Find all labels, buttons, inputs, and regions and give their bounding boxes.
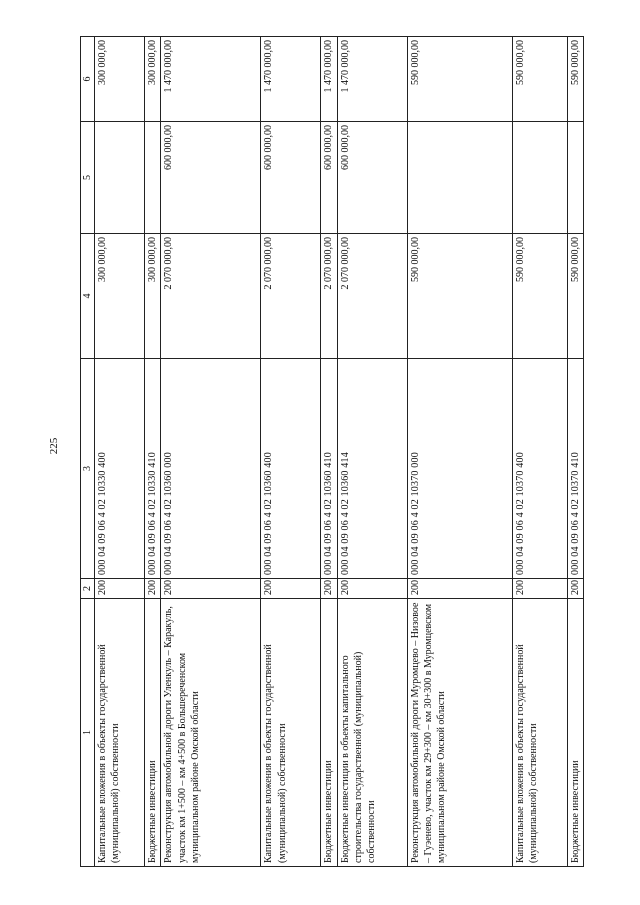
row-amount-total: 2 070 000,00	[321, 234, 337, 359]
row-amount-col6: 300 000,00	[95, 37, 145, 122]
table-row	[337, 37, 407, 867]
row-code-admin: 200	[161, 579, 261, 599]
row-amount-total: 300 000,00	[95, 234, 145, 359]
row-amount-total: 2 070 000,00	[261, 234, 321, 359]
row-name: Реконструкция автомобильной дороги Муромцево – Низовое – Гуэенево, участок км 29+300 – км 30+300 в Муромцевском муниципальном районе Омской области	[407, 599, 512, 867]
column-header: 4	[81, 234, 95, 359]
row-name: Капитальные вложения в объекты государственной (муниципальной) собственности	[95, 599, 145, 867]
row-amount-col5	[95, 122, 145, 234]
page-number: 225	[48, 437, 60, 455]
table-row	[407, 37, 512, 867]
row-name: Бюджетные инвестиции	[321, 599, 337, 867]
row-amount-col6: 590 000,00	[512, 37, 567, 122]
row-budget-code: 000 04 09 06 4 02 10370 000	[407, 359, 512, 579]
table-row	[321, 37, 337, 867]
row-amount-total: 590 000,00	[407, 234, 512, 359]
row-name: Бюджетные инвестиции	[145, 599, 161, 867]
row-budget-code: 000 04 09 06 4 02 10360 400	[261, 359, 321, 579]
row-amount-col6: 1 470 000,00	[337, 37, 407, 122]
table-row	[512, 37, 567, 867]
column-header: 3	[81, 359, 95, 579]
row-budget-code: 000 04 09 06 4 02 10360 410	[321, 359, 337, 579]
row-amount-col5	[512, 122, 567, 234]
table-row	[145, 37, 161, 867]
row-code-admin: 200	[337, 579, 407, 599]
row-code-admin: 200	[567, 579, 583, 599]
row-amount-total: 590 000,00	[567, 234, 583, 359]
row-budget-code: 000 04 09 06 4 02 10360 000	[161, 359, 261, 579]
row-amount-col6: 300 000,00	[145, 37, 161, 122]
row-name: Реконструкция автомобильной дороги Уленкуль – Каракуль, участок км 1+500 – км 4+500 в Большереченском муниципальном районе Омской области	[161, 599, 261, 867]
row-amount-total: 300 000,00	[145, 234, 161, 359]
budget-table-sheet	[80, 37, 581, 867]
row-amount-col5: 600 000,00	[321, 122, 337, 234]
row-amount-col5: 600 000,00	[161, 122, 261, 234]
table-row	[261, 37, 321, 867]
table-row	[161, 37, 261, 867]
column-header: 2	[81, 579, 95, 599]
row-amount-col6: 1 470 000,00	[161, 37, 261, 122]
row-budget-code: 000 04 09 06 4 02 10370 410	[567, 359, 583, 579]
table-row	[95, 37, 145, 867]
row-amount-col6: 590 000,00	[567, 37, 583, 122]
row-amount-col5	[567, 122, 583, 234]
table-row	[567, 37, 583, 867]
row-name: Бюджетные инвестиции	[567, 599, 583, 867]
header-row	[81, 37, 95, 867]
row-code-admin: 200	[95, 579, 145, 599]
row-name: Капитальные вложения в объекты государственной (муниципальной) собственности	[512, 599, 567, 867]
row-amount-col5: 600 000,00	[337, 122, 407, 234]
row-code-admin: 200	[407, 579, 512, 599]
row-amount-total: 2 070 000,00	[161, 234, 261, 359]
row-code-admin: 200	[145, 579, 161, 599]
row-amount-col5: 600 000,00	[261, 122, 321, 234]
column-header: 6	[81, 37, 95, 122]
row-amount-col5	[407, 122, 512, 234]
row-code-admin: 200	[261, 579, 321, 599]
row-amount-col6: 1 470 000,00	[261, 37, 321, 122]
row-amount-col5	[145, 122, 161, 234]
row-name: Капитальные вложения в объекты государственной (муниципальной) собственности	[261, 599, 321, 867]
row-amount-col6: 590 000,00	[407, 37, 512, 122]
column-header: 1	[81, 599, 95, 867]
row-name: Бюджетные инвестиции в объекты капитального строительства государственной (муниципальной) собственности	[337, 599, 407, 867]
budget-table	[80, 36, 584, 867]
row-amount-total: 590 000,00	[512, 234, 567, 359]
row-code-admin: 200	[512, 579, 567, 599]
row-budget-code: 000 04 09 06 4 02 10370 400	[512, 359, 567, 579]
row-amount-col6: 1 470 000,00	[321, 37, 337, 122]
column-header: 5	[81, 122, 95, 234]
row-amount-total: 2 070 000,00	[337, 234, 407, 359]
row-code-admin: 200	[321, 579, 337, 599]
row-budget-code: 000 04 09 06 4 02 10330 410	[145, 359, 161, 579]
row-budget-code: 000 04 09 06 4 02 10330 400	[95, 359, 145, 579]
row-budget-code: 000 04 09 06 4 02 10360 414	[337, 359, 407, 579]
